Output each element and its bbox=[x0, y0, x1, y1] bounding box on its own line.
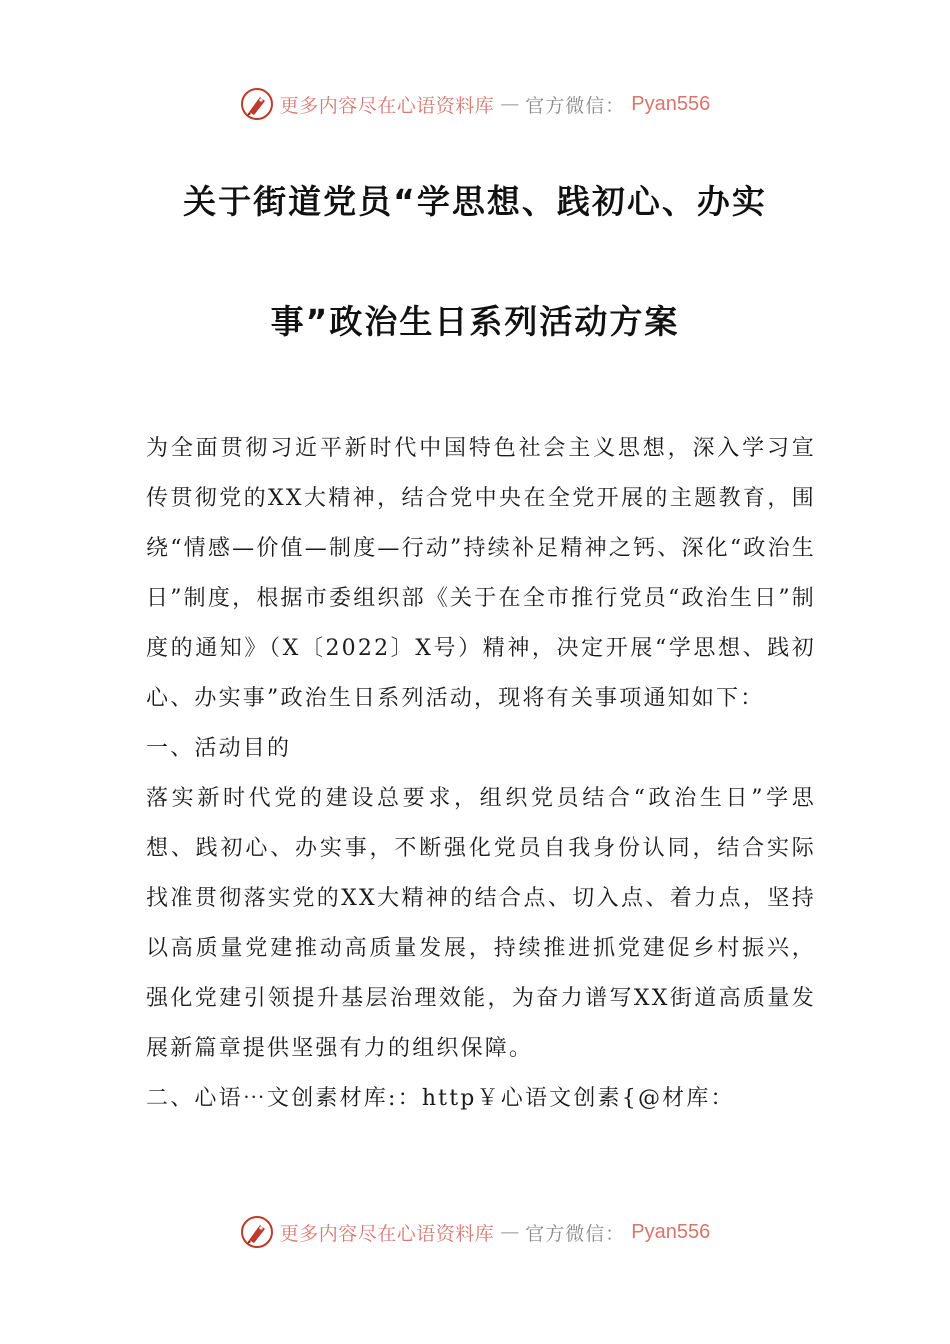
purpose-paragraph: 落实新时代党的建设总要求，组织党员结合“政治生日”学思想、践初心、办实事，不断强化党员自我身份认同，结合实际找准贯彻落实党的XX大精神的结合点、切入点、着力点，坚持以高质量党建推动高质量发展，持续推进抓党建促乡村振兴，强化党建引领提升基层治理效能，为奋力谱写XX街道高质量发展新篇章提供坚强有力的组织保障。 bbox=[146, 786, 816, 1061]
document-body bbox=[146, 424, 816, 1124]
document-title-line-1: 关于街道党员“学思想、践初心、办实 bbox=[183, 182, 767, 221]
banner-wechat-label: 官方微信： bbox=[525, 94, 626, 117]
footer-watermark-banner bbox=[0, 1208, 950, 1256]
banner-separator: — bbox=[500, 93, 520, 115]
banner-wechat-id: Pyan556 bbox=[631, 92, 711, 115]
section-heading-purpose: 一、活动目的 bbox=[146, 736, 292, 761]
banner-text: 更多内容尽在心语资料库 bbox=[279, 1222, 495, 1245]
intro-paragraph: 为全面贯彻习近平新时代中国特色社会主义思想，深入学习宣传贯彻党的XX大精神，结合党中央在全党开展的主题教育，围绕“情感—价值—制度—行动”持续补足精神之钙、深化“政治生日”制度，根据市委组织部《关于在全市推行党员“政治生日”制度的通知》（X〔2022〕X号）精神，决定开展“学思想、践初心、办实事”政治生日系列活动，现将有关事项通知如下： bbox=[146, 436, 816, 711]
pen-nib-logo-icon bbox=[240, 87, 274, 121]
pen-nib-logo-icon bbox=[240, 1215, 274, 1249]
section-heading-two: 二、心语⋯文创素材库:：http￥心语文创素{@材库： bbox=[146, 1086, 735, 1111]
banner-separator: — bbox=[500, 1221, 520, 1243]
banner-wechat-id: Pyan556 bbox=[631, 1220, 711, 1243]
banner-text: 更多内容尽在心语资料库 bbox=[279, 94, 495, 117]
header-watermark-banner bbox=[0, 80, 950, 128]
banner-wechat-label: 官方微信： bbox=[525, 1222, 626, 1245]
document-title-line-2: 事”政治生日系列活动方案 bbox=[270, 302, 680, 341]
